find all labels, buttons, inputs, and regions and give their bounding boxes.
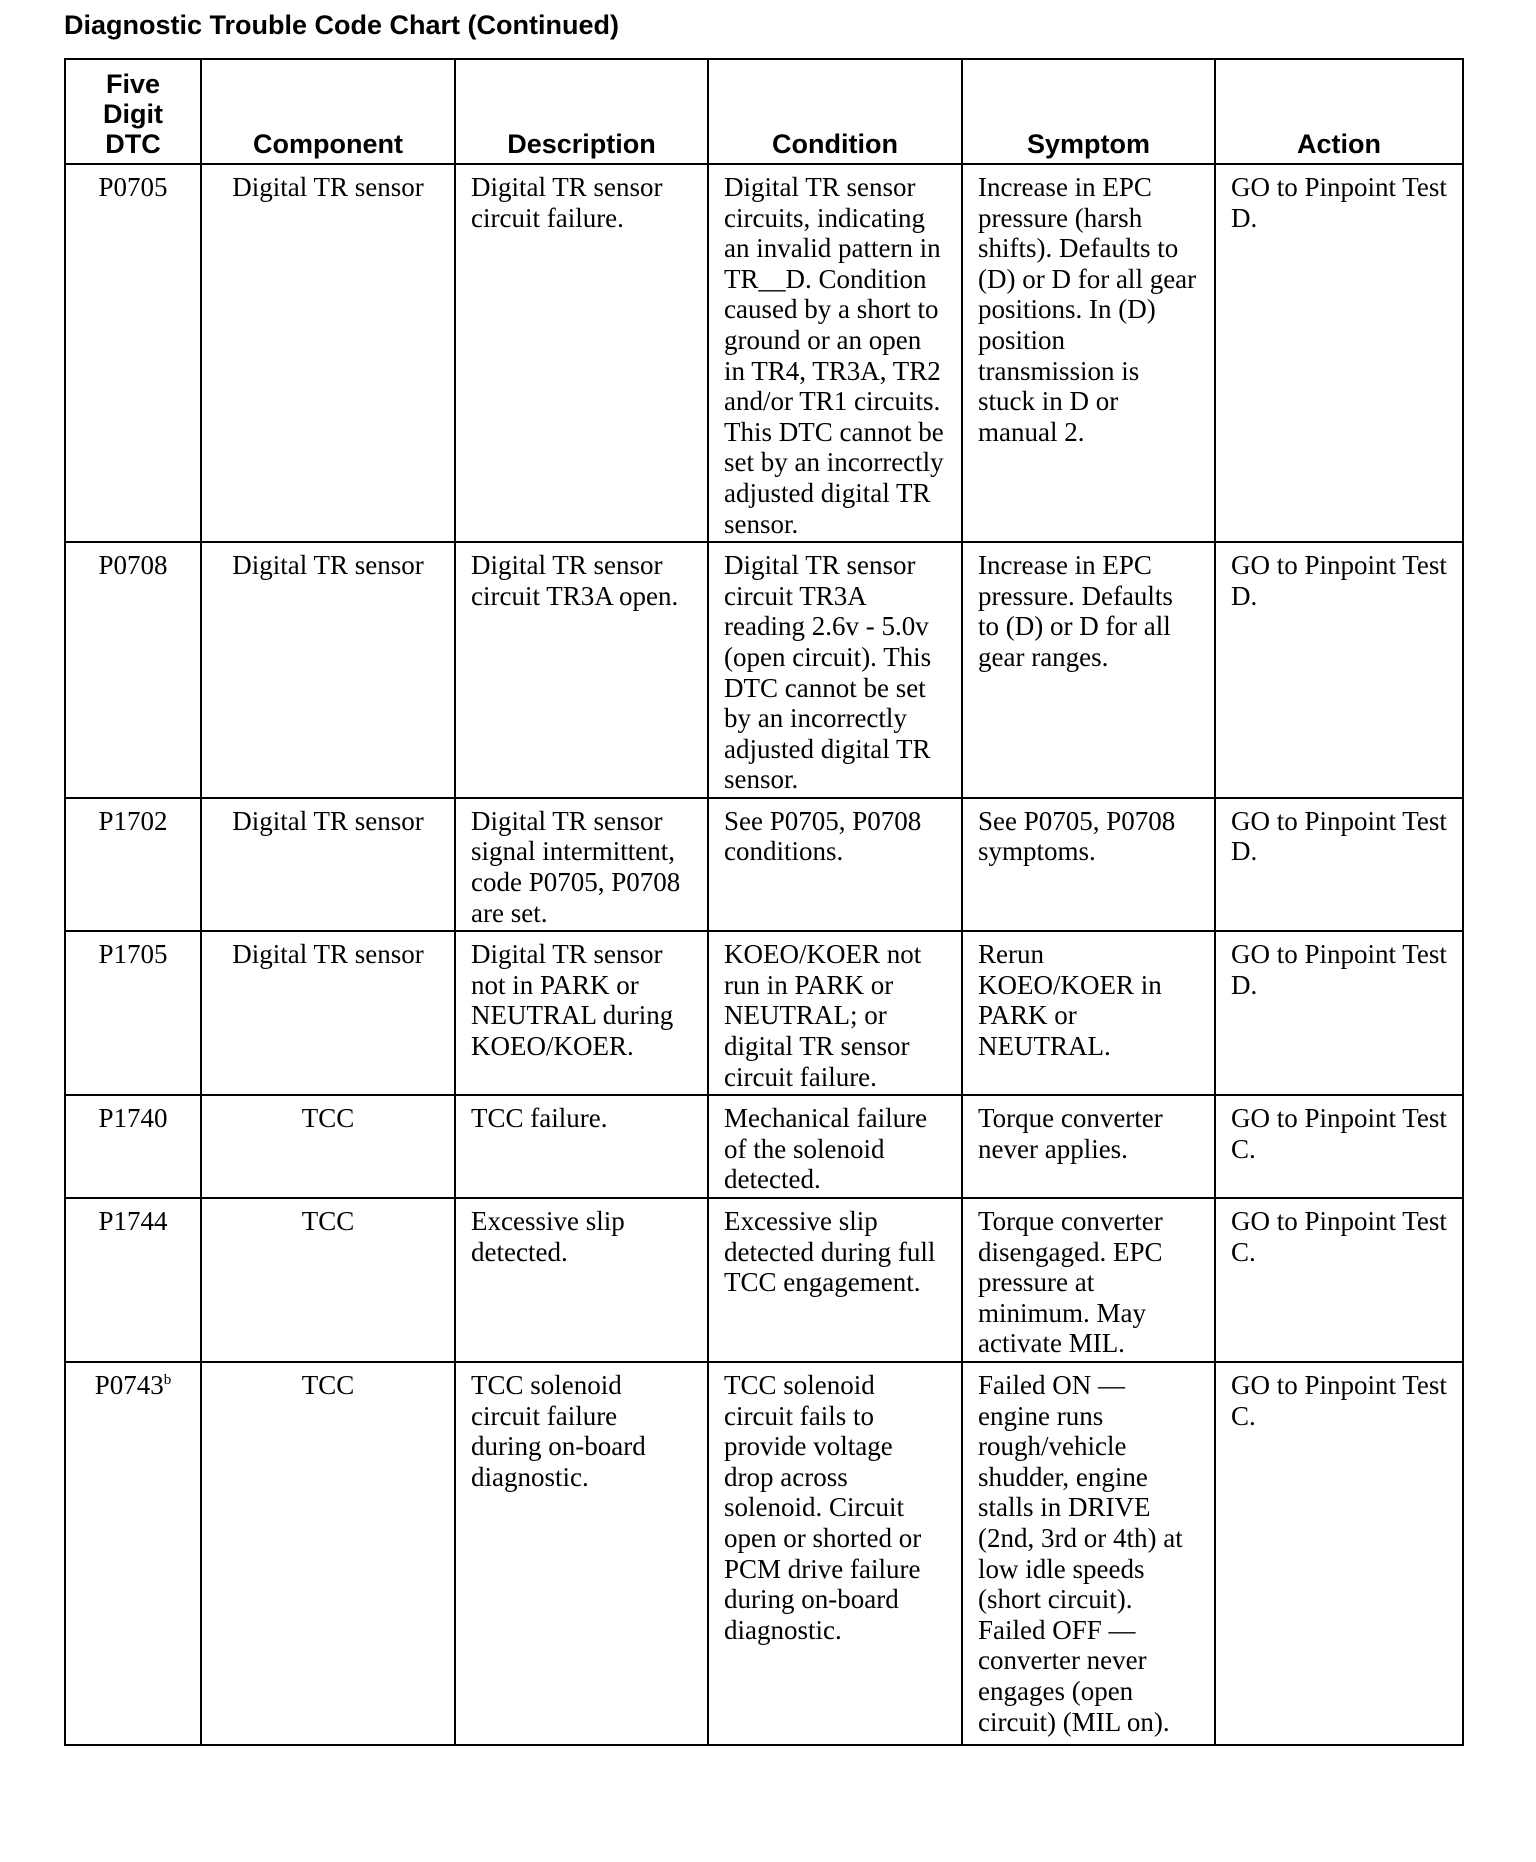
header-row [65,59,1463,164]
condition-cell: See P0705, P0708 conditions. [708,798,962,931]
description-cell: Digital TR sensor circuit TR3A open. [455,542,708,798]
symptom-cell: Increase in EPC pressure (harsh shifts). Defaults to (D) or D for all gear positions. In (D) position transmission is stuck in D or manual 2. [962,164,1215,542]
symptom-cell: Rerun KOEO/KOER in PARK or NEUTRAL. [962,931,1215,1095]
footnote-marker: b [163,1371,172,1388]
header-dtc-line-1: Five [105,69,161,99]
header-dtc-line-3: DTC [105,129,161,159]
header-dtc [65,59,201,164]
symptom-cell: See P0705, P0708 symptoms. [962,798,1215,931]
header-symptom: Symptom [962,59,1215,164]
table-row [65,164,1463,542]
table-row [65,1095,1463,1198]
description-cell: TCC solenoid circuit failure during on-board diagnostic. [455,1362,708,1745]
component-cell: Digital TR sensor [201,931,455,1095]
component-cell: TCC [201,1198,455,1362]
header-action: Action [1215,59,1463,164]
action-cell: GO to Pinpoint Test D. [1215,931,1463,1095]
table-row [65,542,1463,798]
action-cell: GO to Pinpoint Test C. [1215,1095,1463,1198]
dtc-code: P1702 [98,805,168,836]
dtc-code: P1705 [98,939,168,970]
condition-cell: KOEO/KOER not run in PARK or NEUTRAL; or digital TR sensor circuit failure. [708,931,962,1095]
condition-cell: Digital TR sensor circuits, indicating an invalid pattern in TR__D. Condition caused by a short to ground or an open in TR4, TR3A, TR2 and/or TR1 circuits. This DTC cannot be set by an incorrectly adjusted digital TR sensor. [708,164,962,542]
symptom-cell: Failed ON — engine runs rough/vehicle shudder, engine stalls in DRIVE (2nd, 3rd or 4th) at low idle speeds (short circuit). Failed OFF — converter never engages (open circuit) (MIL on). [962,1362,1215,1745]
table-row [65,1198,1463,1362]
description-cell: Digital TR sensor not in PARK or NEUTRAL during KOEO/KOER. [455,931,708,1095]
dtc-code-cell [65,1095,201,1198]
table-row [65,931,1463,1095]
dtc-code-cell [65,1362,201,1745]
dtc-table [64,58,1464,1746]
dtc-code: P1740 [98,1103,168,1134]
action-cell: GO to Pinpoint Test D. [1215,798,1463,931]
description-cell: Digital TR sensor signal intermittent, code P0705, P0708 are set. [455,798,708,931]
page-title: Diagnostic Trouble Code Chart (Continued) [64,10,619,40]
condition-cell: Mechanical failure of the solenoid detected. [708,1095,962,1198]
dtc-code: P0708 [98,550,168,581]
action-cell: GO to Pinpoint Test C. [1215,1198,1463,1362]
header-component: Component [201,59,455,164]
dtc-code: P0705 [98,172,168,202]
table-header [65,59,1463,164]
description-cell: TCC failure. [455,1095,708,1198]
symptom-cell: Increase in EPC pressure. Defaults to (D) or D for all gear ranges. [962,542,1215,798]
condition-cell: Excessive slip detected during full TCC engagement. [708,1198,962,1362]
dtc-code-cell [65,798,201,931]
component-cell: Digital TR sensor [201,542,455,798]
action-cell: GO to Pinpoint Test D. [1215,164,1463,542]
component-cell: Digital TR sensor [201,798,455,931]
header-description: Description [455,59,708,164]
table-row [65,798,1463,931]
action-cell: GO to Pinpoint Test C. [1215,1362,1463,1745]
dtc-code-cell [65,542,201,798]
header-condition: Condition [708,59,962,164]
table-row [65,1362,1463,1745]
dtc-code-cell [65,1198,201,1362]
component-cell: Digital TR sensor [201,164,455,542]
header-dtc-line-2: Digit [103,99,163,129]
symptom-cell: Torque converter never applies. [962,1095,1215,1198]
dtc-code: P1744 [98,1206,168,1236]
condition-cell: TCC solenoid circuit fails to provide voltage drop across solenoid. Circuit open or shorted or PCM drive failure during on-board diagnostic. [708,1362,962,1745]
dtc-code-cell [65,931,201,1095]
table-body [65,164,1463,1745]
condition-cell: Digital TR sensor circuit TR3A reading 2.6v - 5.0v (open circuit). This DTC cannot be set by an incorrectly adjusted digital TR sensor. [708,542,962,798]
dtc-code-cell [65,164,201,542]
symptom-cell: Torque converter disengaged. EPC pressure at minimum. May activate MIL. [962,1198,1215,1362]
component-cell: TCC [201,1095,455,1198]
dtc-code: P0743 [94,1369,164,1400]
component-cell: TCC [201,1362,455,1745]
description-cell: Digital TR sensor circuit failure. [455,164,708,542]
description-cell: Excessive slip detected. [455,1198,708,1362]
action-cell: GO to Pinpoint Test D. [1215,542,1463,798]
